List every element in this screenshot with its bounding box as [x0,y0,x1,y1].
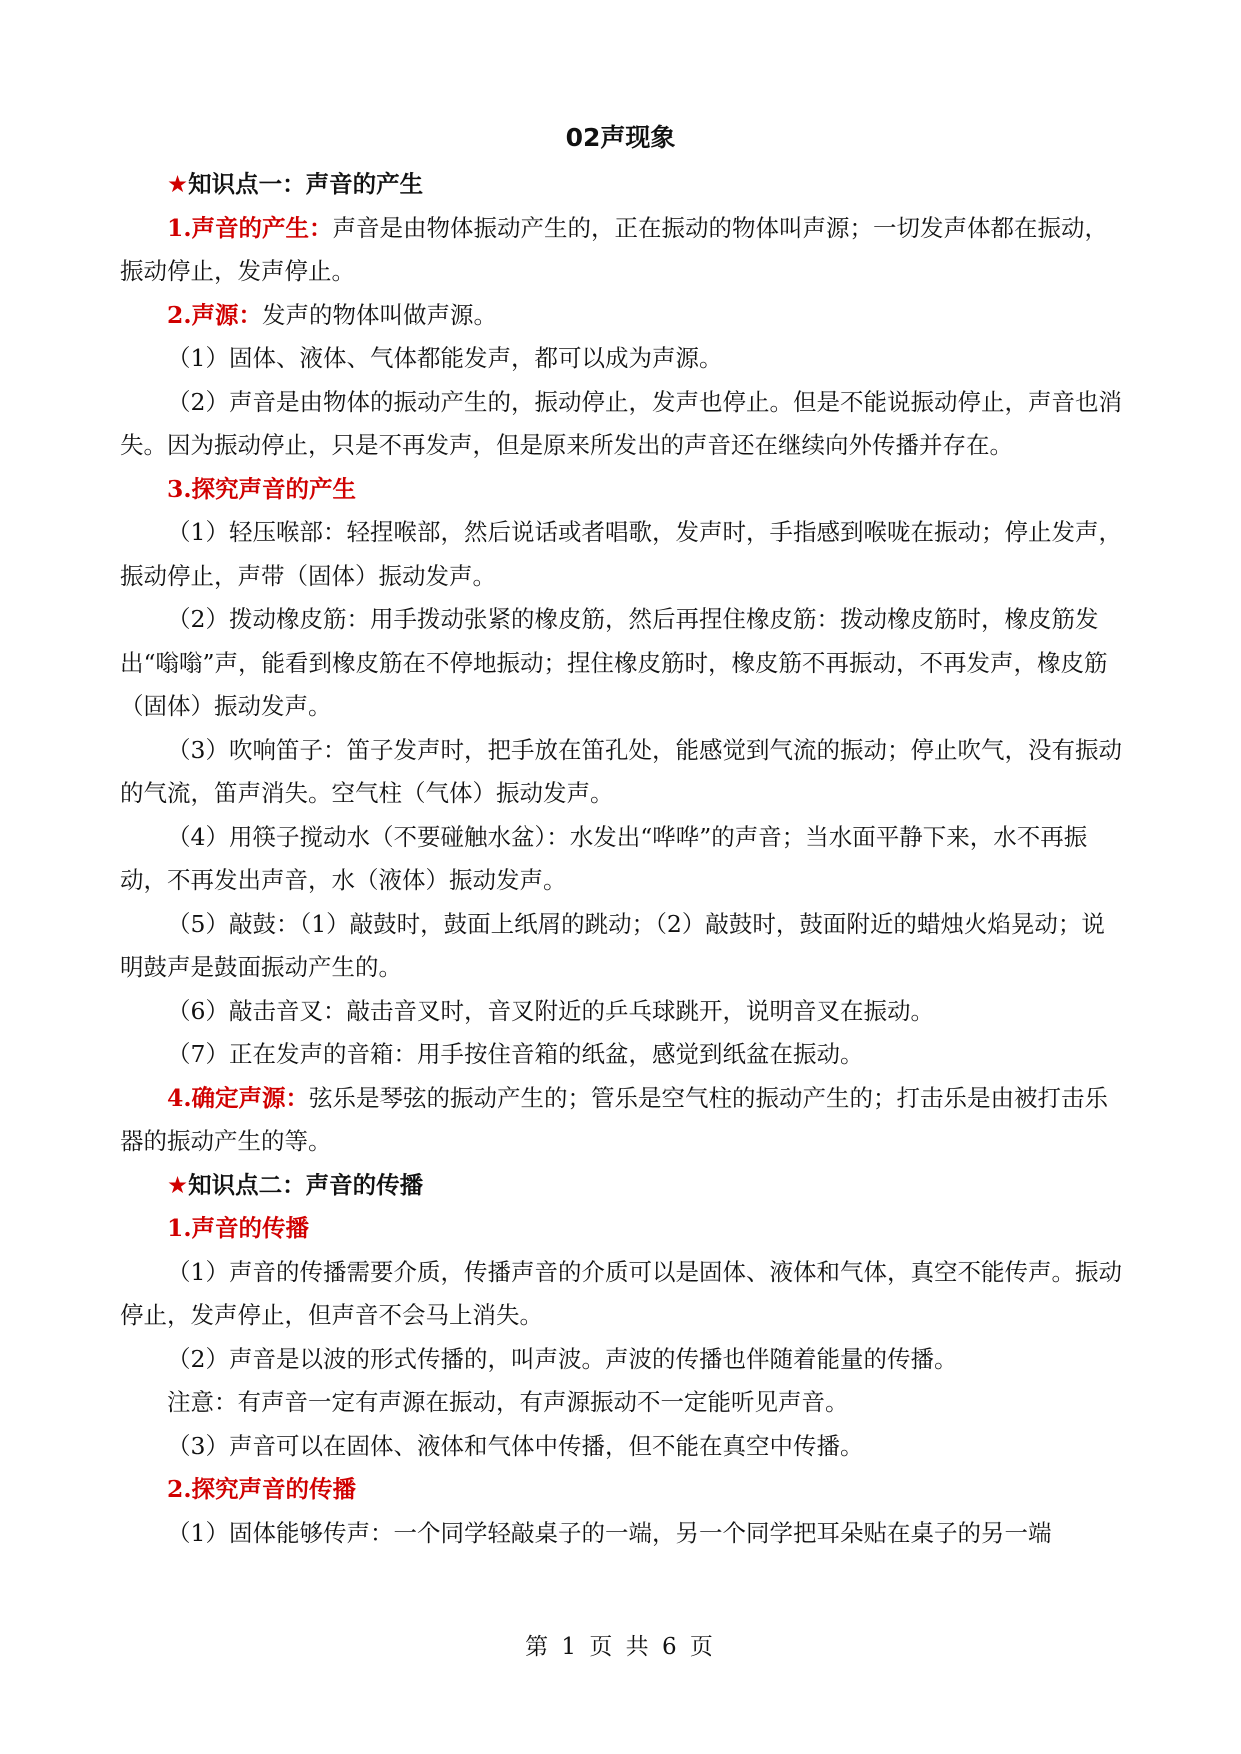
section-4-paragraph [120,1077,1122,1164]
knowledge-point-2-label: 知识点二：声音的传播 [188,1170,424,1199]
section-2-heading: 2.声源： [167,300,263,329]
page-title: 02声现象 [565,123,676,152]
section-3-item-3: （3）吹响笛子：笛子发声时，把手放在笛孔处，能感觉到气流的振动；停止吹气，没有振动的气流，笛声消失。空气柱（气体）振动发声。 [120,735,1122,807]
section-3-item-6: （6）敲击音叉：敲击音叉时，音叉附近的乒乓球跳开，说明音叉在振动。 [167,996,934,1025]
transmission-section-2-heading: 2.探究声音的传播 [167,1475,357,1503]
section-2-text: 发声的物体叫做声源。 [262,300,498,329]
section-3-item-5: （5）敲鼓：（1）敲鼓时，鼓面上纸屑的跳动；（2）敲鼓时，鼓面附近的蜡烛火焰晃动；说明鼓声是鼓面振动产生的。 [120,909,1105,981]
page-footer: 第 1 页 共 6 页 [525,1634,716,1660]
section-4-text: 弦乐是琴弦的振动产生的；管乐是空气柱的振动产生的；打击乐是由被打击乐器的振动产生的等。 [120,1083,1109,1155]
section-1-paragraph [120,207,1122,294]
knowledge-point-1-heading [120,163,1122,207]
section-4-heading: 4.确定声源： [167,1083,310,1112]
star-icon: ★ [167,170,189,198]
star-icon: ★ [167,1170,189,1199]
section-3-heading: 3.探究声音的产生 [167,474,357,503]
section-1-text: 声音是由物体振动产生的，正在振动的物体叫声源；一切发声体都在振动，振动停止，发声停止。 [120,213,1109,285]
section-2-paragraph [120,294,1122,338]
knowledge-point-1-label: 知识点一：声音的产生 [188,170,424,198]
transmission-note: 注意：有声音一定有声源在振动，有声源振动不一定能听见声音。 [167,1388,849,1416]
section-1-heading: 1.声音的产生： [167,213,333,242]
section-3-item-4: （4）用筷子搅动水（不要碰触水盆）：水发出“哗哗”的声音；当水面平静下来，水不再振动，不再发出声音，水（液体）振动发声。 [120,822,1088,894]
section-2-item-2: （2）声音是由物体的振动产生的，振动停止，发声也停止。但是不能说振动停止，声音也消失。因为振动停止，只是不再发声，但是原来所发出的声音还在继续向外传播并存在。 [120,387,1122,459]
section-3-item-7: （7）正在发声的音箱：用手按住音箱的纸盆，感觉到纸盆在振动。 [167,1040,864,1068]
transmission-section-1-heading: 1.声音的传播 [167,1214,310,1242]
section-3-item-2: （2）拨动橡皮筋：用手拨动张紧的橡皮筋，然后再捏住橡皮筋：拨动橡皮筋时，橡皮筋发出“嗡嗡”声，能看到橡皮筋在不停地振动；捏住橡皮筋时，橡皮筋不再振动，不再发声，橡皮筋（固体）振动发声。 [120,605,1108,720]
section-3-item-1: （1）轻压喉部：轻捏喉部，然后说话或者唱歌，发声时，手指感到喉咙在振动；停止发声，振动停止，声带（固体）振动发声。 [120,518,1122,590]
transmission-item-1: （1）声音的传播需要介质，传播声音的介质可以是固体、液体和气体，真空不能传声。振动停止，发声停止，但声音不会马上消失。 [120,1257,1122,1329]
knowledge-point-2-heading [120,1164,1122,1208]
section-2-item-1: （1）固体、液体、气体都能发声，都可以成为声源。 [167,344,723,372]
document-body [120,163,1122,1555]
transmission-item-3: （3）声音可以在固体、液体和气体中传播，但不能在真空中传播。 [167,1431,864,1460]
transmission-item-2: （2）声音是以波的形式传播的，叫声波。声波的传播也伴随着能量的传播。 [167,1344,958,1373]
transmission-experiment-1: （1）固体能够传声：一个同学轻敲桌子的一端，另一个同学把耳朵贴在桌子的另一端 [167,1518,1052,1547]
